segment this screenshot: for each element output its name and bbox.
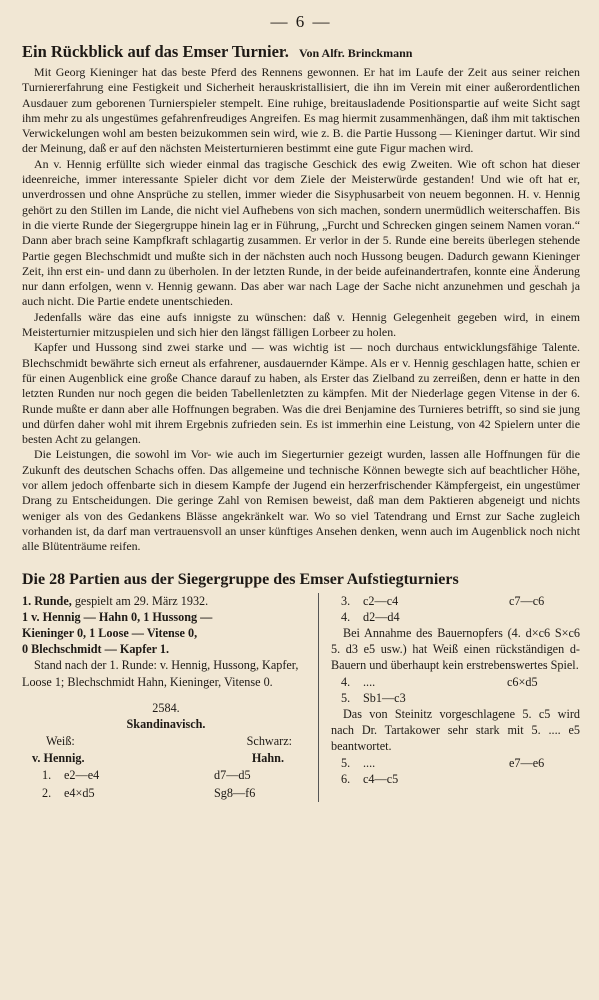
black-move: c7—c6 [509,593,545,608]
black-move: d7—d5 [214,768,251,783]
article-paragraph: Kapfer und Hussong sind zwei starke und — was wichtig ist — noch durchaus entwicklungsfähige Talente. Blechschmidt bewährte sich erneut als erfahrener, ausdauernder Kämpe. Als er v. Hennig geschlagen hatte, schien er für einen Augenblick eine große Chance darauf zu haben, als Erster das Zielband zu zerreißen, denn er hatte in den letzten Runden nur noch gegen die beiden Tabellenletzten zu kämpfen. Mit der Niederlage gegen Vitense in der 6. Runde mußte er dann aber alle Hoffnungen begraben. Was die drei Benjamine des Turnieres betrifft, so sind sie jung und dürfen daher wohl mit ihrem Ergebnis zufrieden sein. Es ist immerhin eine Leistung, von 42 Spielern unter die besten Acht zu gelangen. [22,340,580,447]
move-number: 5. [341,755,351,770]
result-line: Kieninger 0, 1 Loose — Vitense 0, [22,625,198,640]
article-heading [22,42,580,62]
players-label-row [22,732,310,750]
players-row [22,750,310,766]
move-number: 4. [341,674,351,689]
round-date: gespielt am 29. März 1932. [74,593,209,608]
move-row [331,755,580,771]
annotation-note: Das von Steinitz vorgeschlagene 5. c5 wird nach Dr. Tartakower sehr stark mit 5. .... e5 beantwortet. [331,706,580,754]
move-number: 1. [42,768,52,783]
article-title: Ein Rückblick auf das Emser Turnier. [22,42,289,61]
round-label: 1. Runde, [22,593,72,608]
result-line: 1 v. Hennig — Hahn 0, 1 Hussong — [22,609,213,624]
move-row [22,766,310,784]
article-paragraph: An v. Hennig erfüllte sich wieder einmal das tragische Geschick des ewig Zweiten. Wie oft schon hat dieser ideenreiche, immer interessante Spieler dicht vor dem Ziele der Meisterwürde gestanden! Und wie oft hat er, unverdrossen und ohne Ansprüche zu stellen, immer wieder die Sisyphusarbeit von neuem begonnen. H. v. Hennig gehört zu den Stillen im Lande, die nicht viel Aufhebens von sich machen, sondern unermüdlich weiterschaffen. Bis in die vierte Runde der Siegergruppe hinein lag er in Führung, „Furcht und Schrecken gingen seinem Namen voran.“ Dann aber brach seine Kampfkraft schlagartig zusammen. Er verlor in der 5. Runde eine bereits überlegen stehende Partie gegen Blechschmidt und mußte sich in der nächsten auch noch Hussong beugen. Dadurch gewann Kieninger Zeit, ihn erst ein- und dann zu überholen. In der letzten Runde, in der beide aufeinandertrafen, konnte eine Änderung nur dann erfolgen, wenn v. Hennig gewann. Das aber war nach Lage der Sache nicht anzunehmen und geschah ja auch nicht. Die Partie endete unentschieden. [22,156,580,309]
standings-text: Stand nach der 1. Runde: v. Hennig, Hussong, Kapfer, Loose 1; Blechschmidt Hahn, Kieninger, Vitense 0. [22,658,299,689]
white-move: c2—c4 [363,593,399,608]
white-move: e2—e4 [64,768,100,783]
move-row [331,609,580,625]
round-line [22,593,310,609]
games-columns [22,593,580,803]
move-number: 2. [42,786,52,801]
black-move: c6×d5 [507,674,538,689]
white-move: d2—d4 [363,609,400,624]
article-paragraph: Mit Georg Kieninger hat das beste Pferd des Rennens gewonnen. Er hat im Laufe der Zeit aus seiner reichen Turniererfahrung eine Festigkeit und Sicherheit herauskristallisiert, die ihn im Verein mit einer außerordentlichen Ausdauer zum geborenen Turnierspieler stempelt. Eine ruhige, breitausladende Positionspartie auf weite Sicht sagt ihm mehr zu als ungestümes gefahrenfreudiges Angreifen. Es mag hiermit zusammenhängen, daß ihm mit taktischen Verwickelungen wohl am besten beizukommen sein wird, wie z. B. die Partie Hussong — Kieninger dartut. Wir sind der Meinung, daß er auf den nächsten Meisterturnieren bestimmt eine gute Figur machen wird. [22,65,580,156]
move-number: 5. [341,690,351,705]
move-row [331,674,580,690]
games-right-column [319,593,580,803]
move-row [331,690,580,706]
move-number: 4. [341,609,351,624]
move-number: 3. [341,593,351,608]
black-label: Schwarz: [246,734,292,749]
article-paragraph: Jedenfalls wäre das eine aufs innigste zu wünschen: daß v. Hennig Gelegenheit gegeben wird, in einem Meisterturnier mitzuspielen und sich hier den längst fälligen Lorbeer zu holen. [22,309,580,340]
white-move: Sb1—c3 [363,690,406,705]
black-move: e7—e6 [509,755,545,770]
game-number: 2584. [152,700,180,715]
white-move: c4—c5 [363,771,399,786]
page-number: — 6 — [270,12,332,31]
page [22,12,580,802]
article-paragraph: Die Leistungen, die sowohl im Vor- wie auch im Siegerturnier gezeigt wurden, lassen alle Hoffnungen für die Zukunft des deutschen Schachs offen. Das allgemeine und technische Können bewegte sich auf beachtlicher Höhe, vor allem jedoch offenbarte sich in diesem Kampfe der Jugend ein herzerfrischender Kämpfergeist, ein ungestümer Drang zu Entscheidungen. Die geringe Zahl von Remisen beweist, daß man dem Paktieren abgeneigt und nichts weniger als von des Gedankens Blässe angekränkelt war. Wo so viel Tatendrang und Ernst zur Sache zugleich vorhanden ist, da darf man vertrauensvoll an unser künftiges Ansehen denken, wenn auch im Augenblick noch nicht alle Blütenträume reifen. [22,447,580,554]
games-left-column [22,593,319,803]
move-row [331,771,580,787]
move-row [331,593,580,609]
white-move: .... [363,674,376,689]
move-row [22,784,310,802]
black-player: Hahn. [251,751,284,766]
white-player: v. Hennig. [32,751,85,766]
white-move: .... [363,755,376,770]
opening-name: Skandinavisch. [126,716,206,731]
article-author: Von Alfr. Brinckmann [298,46,413,60]
result-line: 0 Blechschmidt — Kapfer 1. [22,642,170,657]
white-move: e4×d5 [64,786,95,801]
black-move: Sg8—f6 [214,786,256,801]
move-number: 6. [341,771,351,786]
annotation-note: Bei Annahme des Bauernopfers (4. d×c6 S×c6 5. d3 e5 usw.) hat Weiß einen rückständigen d-Bauern und überhaupt kein erstrebenswertes Spiel. [331,625,580,673]
white-label: Weiß: [46,734,75,749]
games-section-title: Die 28 Partien aus der Siegergruppe des Emser Aufstiegturniers [22,570,459,588]
